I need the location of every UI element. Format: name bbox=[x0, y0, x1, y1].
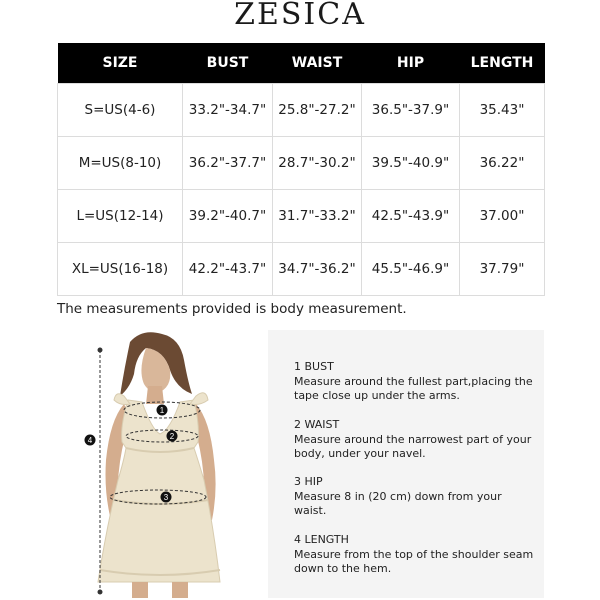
guide-item-bust bbox=[294, 360, 534, 404]
table-row bbox=[58, 190, 545, 243]
header-waist: WAIST bbox=[273, 43, 362, 84]
measurement-note: The measurements provided is body measurement. bbox=[57, 301, 407, 317]
table-row bbox=[58, 84, 545, 137]
cell-waist: 34.7"-36.2" bbox=[273, 243, 362, 296]
model-photo bbox=[80, 330, 240, 598]
cell-bust: 42.2"-43.7" bbox=[183, 243, 273, 296]
guide-heading: 1 BUST bbox=[294, 360, 334, 373]
marker-bust bbox=[157, 405, 168, 416]
cell-length: 36.22" bbox=[460, 137, 545, 190]
guide-item-hip bbox=[294, 475, 534, 519]
table-row bbox=[58, 137, 545, 190]
cell-bust: 33.2"-34.7" bbox=[183, 84, 273, 137]
cell-size: L=US(12-14) bbox=[58, 190, 183, 243]
cell-size: XL=US(16-18) bbox=[58, 243, 183, 296]
guide-text: Measure around the fullest part,placing the tape close up under the arms. bbox=[294, 374, 533, 402]
header-length: LENGTH bbox=[460, 43, 545, 84]
table-row bbox=[58, 243, 545, 296]
guide-heading: 2 WAIST bbox=[294, 418, 340, 431]
cell-bust: 39.2"-40.7" bbox=[183, 190, 273, 243]
cell-waist: 31.7"-33.2" bbox=[273, 190, 362, 243]
cell-hip: 45.5"-46.9" bbox=[362, 243, 460, 296]
marker-waist bbox=[167, 431, 178, 442]
cell-size: S=US(4-6) bbox=[58, 84, 183, 137]
svg-text:2: 2 bbox=[169, 432, 175, 441]
cell-size: M=US(8-10) bbox=[58, 137, 183, 190]
guide-text: Measure around the narrowest part of your body, under your navel. bbox=[294, 432, 532, 460]
cell-hip: 36.5"-37.9" bbox=[362, 84, 460, 137]
cell-length: 37.79" bbox=[460, 243, 545, 296]
size-chart-table bbox=[57, 43, 545, 296]
measurement-guide-panel bbox=[268, 330, 544, 598]
cell-waist: 25.8"-27.2" bbox=[273, 84, 362, 137]
marker-hip bbox=[161, 492, 172, 503]
cell-length: 37.00" bbox=[460, 190, 545, 243]
marker-length bbox=[85, 435, 96, 446]
guide-heading: 4 LENGTH bbox=[294, 533, 349, 546]
svg-text:3: 3 bbox=[163, 493, 169, 502]
cell-waist: 28.7"-30.2" bbox=[273, 137, 362, 190]
guide-text: Measure from the top of the shoulder seam down to the hem. bbox=[294, 547, 534, 575]
brand-logo: ZESICA bbox=[234, 0, 366, 32]
cell-bust: 36.2"-37.7" bbox=[183, 137, 273, 190]
guide-text: Measure 8 in (20 cm) down from your waist. bbox=[294, 489, 502, 517]
header-size: SIZE bbox=[58, 43, 183, 84]
guide-item-waist bbox=[294, 418, 534, 462]
cell-length: 35.43" bbox=[460, 84, 545, 137]
svg-text:1: 1 bbox=[159, 406, 165, 415]
table-header-row bbox=[58, 43, 545, 84]
header-hip: HIP bbox=[362, 43, 460, 84]
guide-item-length bbox=[294, 533, 534, 577]
cell-hip: 39.5"-40.9" bbox=[362, 137, 460, 190]
guide-heading: 3 HIP bbox=[294, 475, 323, 488]
header-bust: BUST bbox=[183, 43, 273, 84]
cell-hip: 42.5"-43.9" bbox=[362, 190, 460, 243]
svg-text:4: 4 bbox=[87, 436, 93, 445]
